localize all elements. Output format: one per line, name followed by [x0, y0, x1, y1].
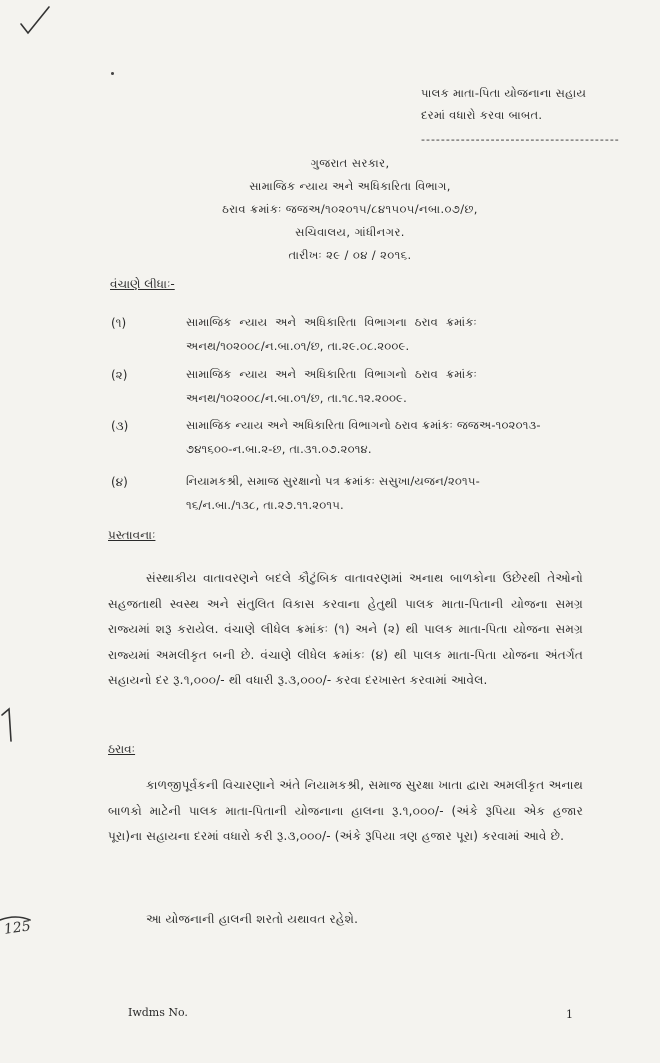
- subject-block: [421, 82, 586, 126]
- ref-1-line-2: અનથ/૧૦૨૦૦૮/ન.બા.૦૧/છ, તા.૨૯.૦૮.૨૦૦૯.: [186, 339, 410, 353]
- iwdms-label: Iwdms No.: [128, 1006, 188, 1019]
- header-place: સચિવાલય, ગાંધીનગર.: [295, 225, 405, 239]
- ref-item-2: [186, 362, 574, 410]
- preamble-paragraph: [108, 566, 583, 694]
- handwritten-margin-note: 125: [0, 912, 34, 942]
- subject-line-1: પાલક માતા-પિતા યોજનાના સહાય: [421, 86, 587, 100]
- resolution-closing: આ યોજનાની હાલની શરતો યથાવત રહેશે.: [146, 912, 359, 926]
- header-department: સામાજિક ન્યાય અને અધિકારિતા વિભાગ,: [249, 179, 451, 193]
- ref-number-3: (૩): [111, 419, 129, 433]
- ref-item-1: [186, 310, 574, 358]
- header-government: ગુજરાત સરકાર,: [310, 156, 390, 170]
- header-resolution-number: ઠરાવ ક્રમાંકઃ જજઅ/૧૦૨૦૧૫/૮૪૧૫૦૫/નબા.૦૭/છ,: [222, 202, 478, 216]
- page-number: 1: [566, 1008, 573, 1021]
- ref-1-line-1: સામાજિક ન્યાય અને અધિકારિતા વિભાગના ઠરાવ ક્રમાંકઃ: [186, 315, 477, 329]
- resolution-paragraph: [108, 773, 583, 850]
- ref-3-line-2: ૭૪૧૬૦૦-ન.બા.૨-છ, તા.૩૧.૦૭.૨૦૧૪.: [186, 442, 372, 456]
- ref-2-line-1: સામાજિક ન્યાય અને અધિકારિતા વિભાગનો ઠરાવ ક્રમાંકઃ: [186, 367, 477, 381]
- ref-number-2: (૨): [111, 368, 128, 382]
- ref-item-4: [186, 469, 586, 517]
- ref-3-line-1: સામાજિક ન્યાય અને અધિકારિતા વિભાગનો ઠરાવ ક્રમાંકઃ જજઅ-૧૦૨૦૧૩-: [186, 418, 541, 432]
- read-heading: વંચાણે લીધાઃ-: [110, 277, 175, 291]
- header-date: તારીખઃ ૨૯ / ૦૪ / ૨૦૧૬.: [288, 248, 412, 262]
- checkmark-annotation: [18, 4, 54, 38]
- ref-4-line-1: નિયામકશ્રી, સમાજ સુરક્ષાનો પત્ર ક્રમાંકઃ સસુખા/યજન/૨૦૧૫-: [186, 474, 480, 488]
- margin-stroke-annotation: [0, 705, 22, 745]
- preamble-text: સંસ્થાકીય વાતાવરણને બદલે કૌટુંબિક વાતાવરણમાં અનાથ બાળકોના ઉછેરથી તેઓનો સહજતાથી સ્વસ્થ અને સંતુલિત વિકાસ કરવાના હેતુથી પાલક માતા-પિતાની યોજના સમગ્ર રાજ્યમાં શરૂ કરાયેલ. વંચાણે લીધેલ ક્રમાંકઃ (૧) અને (૨) થી પાલક માતા-પિતા યોજના સમગ્ર રાજ્યમાં અમલીકૃત બની છે. વંચાણે લીધેલ ક્રમાંકઃ (૪) થી પાલક માતા-પિતા યોજના અંતર્ગત સહાયનો દર રૂ.૧,૦૦૦/- થી વધારી રૂ.૩,૦૦૦/- કરવા દરખાસ્ત કરવામાં આવેલ.: [108, 571, 583, 687]
- ref-number-4: (૪): [111, 475, 128, 489]
- ref-item-3: [186, 413, 586, 461]
- ref-number-1: (૧): [111, 316, 127, 330]
- ref-2-line-2: અનથ/૧૦૨૦૦૮/ન.બા.૦૧/છ, તા.૧૮.૧૨.૨૦૦૯.: [186, 391, 407, 405]
- subject-line-2: દરમાં વધારો કરવા બાબત.: [421, 108, 543, 122]
- subject-divider: ----------------------------------------: [421, 133, 620, 146]
- preamble-heading: પ્રસ્તાવનાઃ: [108, 528, 156, 542]
- stray-dot: [111, 72, 114, 75]
- ref-4-line-2: ૧૬/ન.બા./૧૩૮, તા.૨૭.૧૧.૨૦૧૫.: [186, 498, 344, 512]
- government-header: [150, 152, 550, 267]
- resolution-text: કાળજીપૂર્વકની વિચારણાને અંતે નિયામકશ્રી, સમાજ સુરક્ષા ખાતા દ્વારા અમલીકૃત અનાથ બાળકો માટેની પાલક માતા-પિતાની યોજનાના હાલના રૂ.૧,૦૦૦/- (અંકે રૂપિયા એક હજાર પૂરા)ના સહાયના દરમાં વધારો કરી રૂ.૩,૦૦૦/- (અંકે રૂપિયા ત્રણ હજાર પૂરા) કરવામાં આવે છે.: [108, 778, 583, 843]
- resolution-heading: ઠરાવઃ: [108, 742, 136, 756]
